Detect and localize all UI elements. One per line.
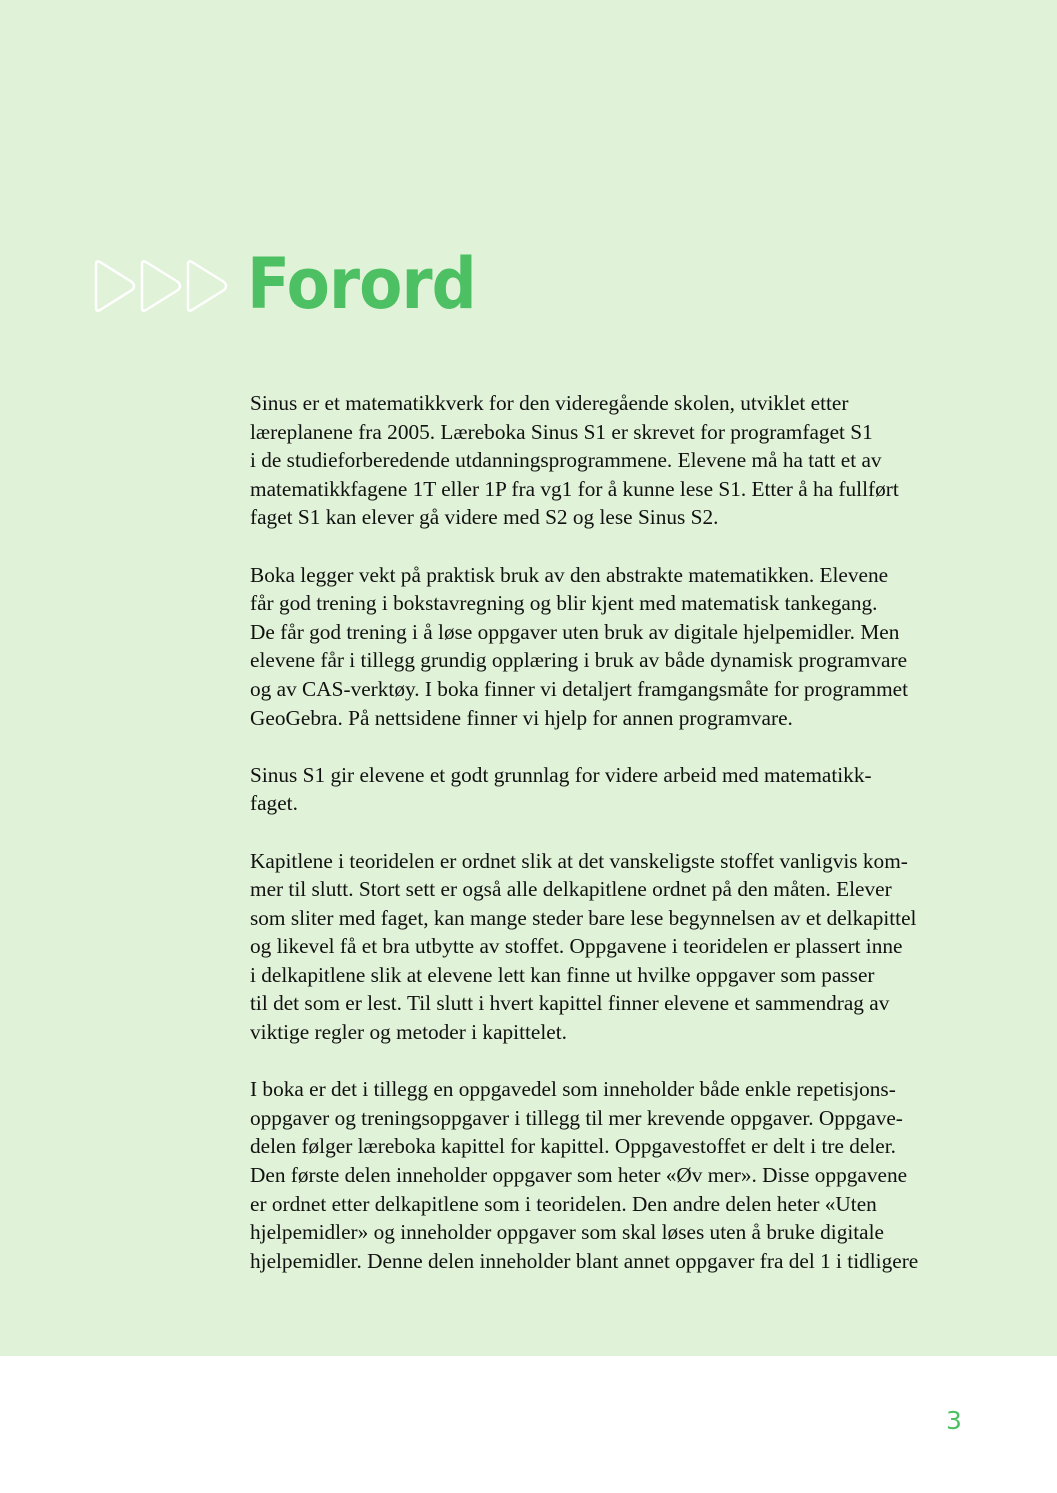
paragraph-line: Boka legger vekt på praktisk bruk av den abstrakte matematikken. Elevene — [250, 562, 889, 587]
paragraph-line: som sliter med faget, kan mange steder bare lese begynnelsen av et delkapittel — [250, 905, 917, 930]
paragraph-line: læreplanene fra 2005. Læreboka Sinus S1 er skrevet for programfaget S1 — [250, 419, 873, 444]
paragraph-line: og av CAS-verktøy. I boka finner vi detaljert framgangsmåte for programmet — [250, 676, 909, 701]
paragraph-line: GeoGebra. På nettsidene finner vi hjelp for annen programvare. — [250, 705, 793, 730]
paragraph-line: elevene får i tillegg grundig opplæring i bruk av både dynamisk programvare — [250, 648, 908, 673]
paragraph-line: Sinus er et matematikkverk for den videregående skolen, utviklet etter — [250, 391, 849, 415]
paragraph-line: er ordnet etter delkapitlene som i teoridelen. Den andre delen heter «Uten — [250, 1191, 877, 1216]
paragraph-line: faget. — [250, 791, 298, 816]
paragraph-line: i de studieforberedende utdanningsprogrammene. Elevene må ha tatt et av — [250, 448, 882, 473]
preface-paragraph — [250, 389, 990, 532]
paragraph-line: viktige regler og metoder i kapittelet. — [250, 1020, 567, 1045]
paragraph-line: i delkapitlene slik at elevene lett kan finne ut hvilke oppgaver som passer — [250, 962, 875, 987]
paragraph-line: får god trening i bokstavregning og blir kjent med matematisk tankegang. — [250, 591, 878, 616]
paragraph-line: Sinus S1 gir elevene et godt grunnlag for videre arbeid med matematikk- — [250, 762, 872, 787]
paragraph-line: delen følger læreboka kapittel for kapittel. Oppgavestoffet er delt i tre deler. — [250, 1134, 896, 1159]
paragraph-line: Den første delen inneholder oppgaver som heter «Øv mer». Disse oppgavene — [250, 1163, 908, 1188]
paragraph-line: mer til slutt. Stort sett er også alle delkapitlene ordnet på den måten. Elever — [250, 877, 892, 902]
paragraph-line: og likevel få et bra utbytte av stoffet. Oppgavene i teoridelen er plassert inne — [250, 934, 903, 959]
page-title: Forord — [247, 243, 476, 325]
preface-paragraph — [250, 847, 990, 1047]
page-number: 3 — [946, 1406, 962, 1435]
paragraph-line: Kapitlene i teoridelen er ordnet slik at det vanskeligste stoffet vanligvis kom- — [250, 848, 908, 873]
paragraph-line: faget S1 kan elever gå videre med S2 og lese Sinus S2. — [250, 505, 719, 530]
paragraph-line: De får god trening i å løse oppgaver uten bruk av digitale hjelpemidler. Men — [250, 619, 900, 644]
preface-paragraph — [250, 561, 990, 733]
paragraph-line: hjelpemidler» og inneholder oppgaver som skal løses uten å bruke digitale — [250, 1220, 885, 1245]
triple-play-arrows-icon — [92, 258, 232, 314]
paragraph-line: til det som er lest. Til slutt i hvert kapittel finner elevene et sammendrag av — [250, 991, 890, 1016]
preface-body — [250, 389, 990, 1304]
preface-paragraph — [250, 761, 990, 818]
paragraph-line: matematikkfagene 1T eller 1P fra vg1 for å kunne lese S1. Etter å ha fullført — [250, 476, 899, 501]
paragraph-line: oppgaver og treningsoppgaver i tillegg til mer krevende oppgaver. Oppgave- — [250, 1105, 903, 1130]
preface-paragraph — [250, 1075, 990, 1275]
paragraph-line: I boka er det i tillegg en oppgavedel som inneholder både enkle repetisjons- — [250, 1077, 896, 1102]
paragraph-line: hjelpemidler. Denne delen inneholder blant annet oppgaver fra del 1 i tidligere — [250, 1248, 919, 1273]
